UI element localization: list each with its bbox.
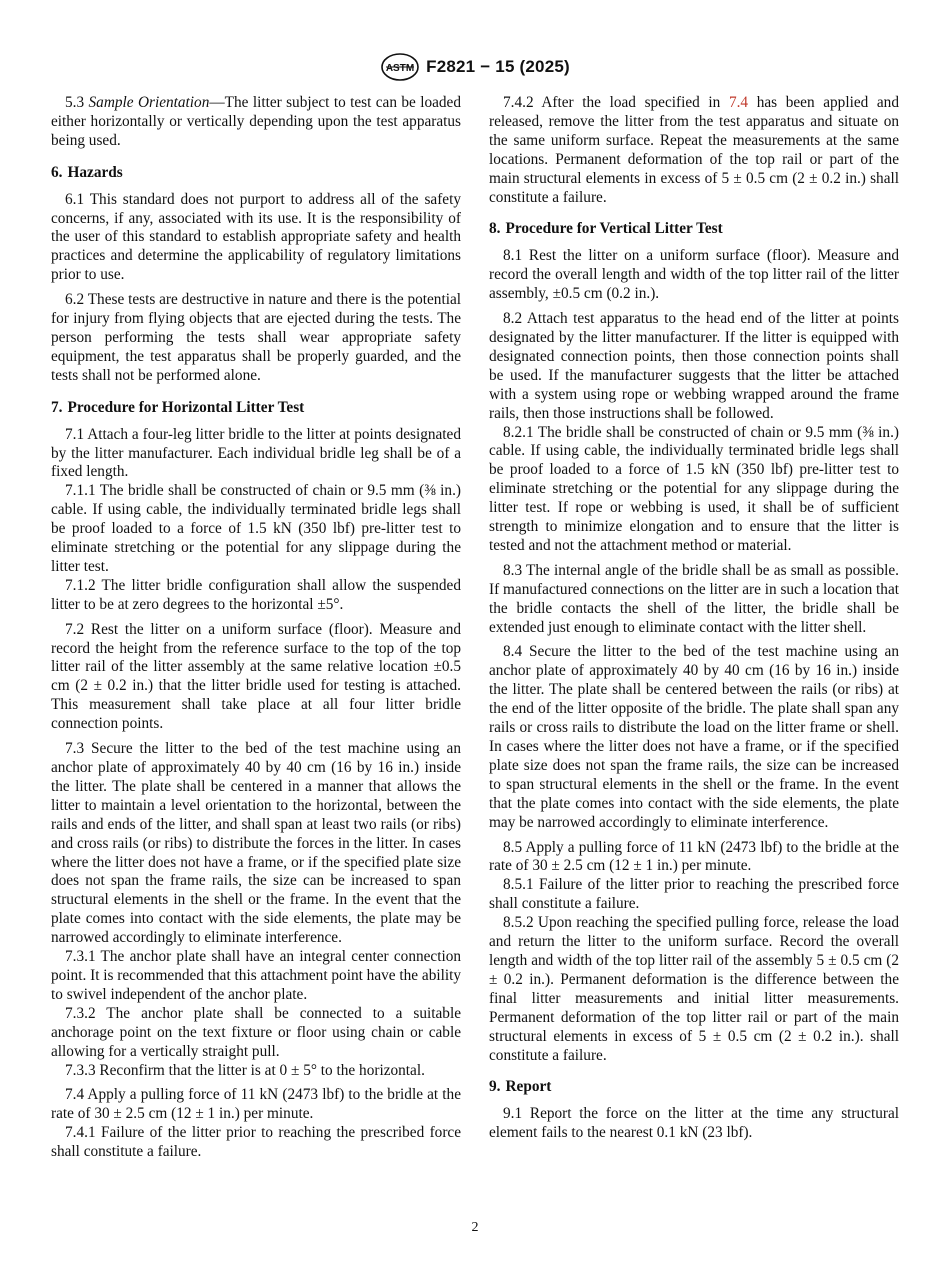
paragraph-6-2: 6.2 These tests are destructive in nature and there is the potential for injury from flying objects that are ejected during the tests. The person performing the tests shall wear appropriate safety equipment, the test apparatus shall be properly guarded, and the tests shall not be performed alone. bbox=[51, 291, 461, 384]
section-6-heading: 6. Hazards bbox=[51, 163, 123, 181]
paragraph-8-2: 8.2 Attach test apparatus to the head end of the litter at points designated by the litter manufacturer. If the litter is equipped with designated connection points, then those connection points shall be used. If the manufacturer suggests that the litter be attached with a system using rope or webbing wrapped around the frame rails, then those instructions shall be followed. bbox=[489, 310, 899, 422]
paragraph-8-5-2: 8.5.2 Upon reaching the specified pulling force, release the load and return the litter to the uniform surface. Record the overall length and width of the top litter rail of the assembly 5 ± 0.5 cm (2 ± 0.2 in.). Permanent deformation is the difference between the final litter measurements and initial litter measurements. Permanent deformation of the top litter rail or part of the main structural elements in excess of 5 ± 0.5 cm (2 ± 0.2 in.). shall constitute a failure. bbox=[489, 914, 899, 1064]
paragraph-7-2: 7.2 Rest the litter on a uniform surface (floor). Measure and record the height from the reference surface to the top of the top litter rail of the litter assembly at the same relative location ±0.5 cm (2 ± 0.2 in.) that the litter bridle used for testing is attached. This measurement shall take place at all four litter bridle connection points. bbox=[51, 620, 461, 733]
paragraph-7-4-1: 7.4.1 Failure of the litter prior to reaching the prescribed force shall constitute a failure. bbox=[51, 1124, 461, 1161]
page-header bbox=[0, 52, 950, 82]
section-7-heading: 7. Procedure for Horizontal Litter Test bbox=[51, 398, 305, 416]
paragraph-8-2-1: 8.2.1 The bridle shall be constructed of chain or 9.5 mm (⅜ in.) cable. If using cable, the individually terminated bridle legs shall be proof loaded to a force of 1.5 kN (350 lbf) pre-litter test to eliminate stretching or the potential for any slippage during the litter test. If rope or webbing is used, it shall be of sufficient strength to minimize elongation and to ensure that the litter is tested and not the attachment method or material. bbox=[489, 423, 899, 554]
paragraph-7-4: 7.4 Apply a pulling force of 11 kN (2473 lbf) to the bridle at the rate of 30 ± 2.5 cm (12 ± 1 in.) per minute. bbox=[51, 1086, 461, 1123]
paragraph-8-5: 8.5 Apply a pulling force of 11 kN (2473 lbf) to the bridle at the rate of 30 ± 2.5 cm (12 ± 1 in.) per minute. bbox=[489, 838, 899, 875]
paragraph-7-1-2: 7.1.2 The litter bridle configuration shall allow the suspended litter to be at zero degrees to the horizontal ±5°. bbox=[51, 576, 461, 613]
section-9-heading: 9. Report bbox=[489, 1078, 552, 1096]
paragraph-9-1: 9.1 Report the force on the litter at the time any structural element fails to the nearest 0.1 kN (23 lbf). bbox=[489, 1105, 899, 1142]
paragraph-8-4: 8.4 Secure the litter to the bed of the test machine using an anchor plate of approximately 40 by 40 cm (16 by 16 in.) inside the litter. The plate shall be centered between the rails (or ribs) at the end of the litter opposite of the bridle. The plate shall span any rails or cross rails to distribute the load on the litter frame or shell. In cases where the litter does not have a frame, or if the specified plate size does not span the frame rails, the size can be increased to span structural elements in the shell or the frame. In the event that the plate comes into contact with the side elements, the plate may be narrowed accordingly to eliminate interference. bbox=[489, 643, 899, 831]
paragraph-7-3-3: 7.3.3 Reconfirm that the litter is at 0 ± 5° to the horizontal. bbox=[65, 1061, 425, 1079]
astm-logo-icon bbox=[380, 52, 420, 82]
right-column bbox=[489, 94, 899, 1149]
paragraph-7-3-2: 7.3.2 The anchor plate shall be connected to a suitable anchorage point on the text fixture or floor using chain or cable allowing for a vertically straight pull. bbox=[51, 1004, 461, 1060]
sample-orientation-title: Sample Orientation bbox=[88, 94, 210, 111]
paragraph-6-1: 6.1 This standard does not purport to address all of the safety concerns, if any, associated with its use. It is the responsibility of the user of this standard to establish appropriate safety and health practices and determine the applicability of regulatory limitations prior to use. bbox=[51, 190, 461, 284]
page-number: 2 bbox=[471, 1220, 479, 1235]
paragraph-5-3: 5.3 Sample Orientation—The litter subject to test can be loaded either horizontally or vertically depending upon the test apparatus being used. bbox=[51, 94, 461, 149]
logo-text: ASTM bbox=[385, 63, 415, 74]
left-column bbox=[51, 94, 461, 1162]
standard-designation: F2821 − 15 (2025) bbox=[426, 57, 570, 76]
paragraph-7-3-1: 7.3.1 The anchor plate shall have an integral center connection point. It is recommended that this attachment point have the ability to swivel independent of the anchor plate. bbox=[51, 948, 461, 1003]
paragraph-7-3: 7.3 Secure the litter to the bed of the test machine using an anchor plate of approximately 40 by 40 cm (16 by 16 in.) inside the litter. The plate shall be centered in a manner that allows the litter to maintain a level orientation to the horizontal, between the rails and ends of the litter, and shall span at least two rails (or ribs) and cross rails (or ribs) to distribute the forces in the litter. In cases where the litter does not have a frame, or if the specified plate size does not span the frame rails, the size can be increased to span structural elements in the shell or the frame. In the event that the plate comes into contact with the side elements, the plate may be narrowed accordingly to eliminate interference. bbox=[51, 740, 461, 947]
paragraph-7-4-2: 7.4.2 After the load specified in 7.4 has been applied and released, remove the litter from the test apparatus and situate on the same uniform surface. Repeat the measurements at the same locations. Permanent deformation of the top rail or part of the main structural elements in excess of 5 ± 0.5 cm (2 ± 0.2 in.) shall constitute a failure. bbox=[489, 94, 899, 206]
paragraph-8-1: 8.1 Rest the litter on a uniform surface (floor). Measure and record the overall length and width of the top litter rail of the litter assembly, ±0.5 cm (0.2 in.). bbox=[489, 247, 899, 303]
paragraph-8-3: 8.3 The internal angle of the bridle shall be as small as possible. If manufactured connections on the litter are in such a location that the bridle contacts the shell of the litter, the bridle shall be extended just enough to eliminate contact with the litter shell. bbox=[489, 561, 899, 636]
section-8-heading: 8. Procedure for Vertical Litter Test bbox=[489, 220, 723, 238]
paragraph-7-1-1: 7.1.1 The bridle shall be constructed of chain or 9.5 mm (⅜ in.) cable. If using cable, the individually terminated bridle legs shall be proof loaded to a force of 1.5 kN (350 lbf) pre-litter test to eliminate stretching or the potential for any slippage during the litter test. bbox=[51, 482, 461, 575]
section-7-4-link[interactable]: 7.4 bbox=[728, 94, 749, 111]
paragraph-8-5-1: 8.5.1 Failure of the litter prior to reaching the prescribed force shall constitute a failure. bbox=[489, 876, 899, 913]
paragraph-7-1: 7.1 Attach a four-leg litter bridle to the litter at points designated by the litter manufacturer. Each individual bridle leg shall be of a fixed length. bbox=[51, 425, 461, 481]
